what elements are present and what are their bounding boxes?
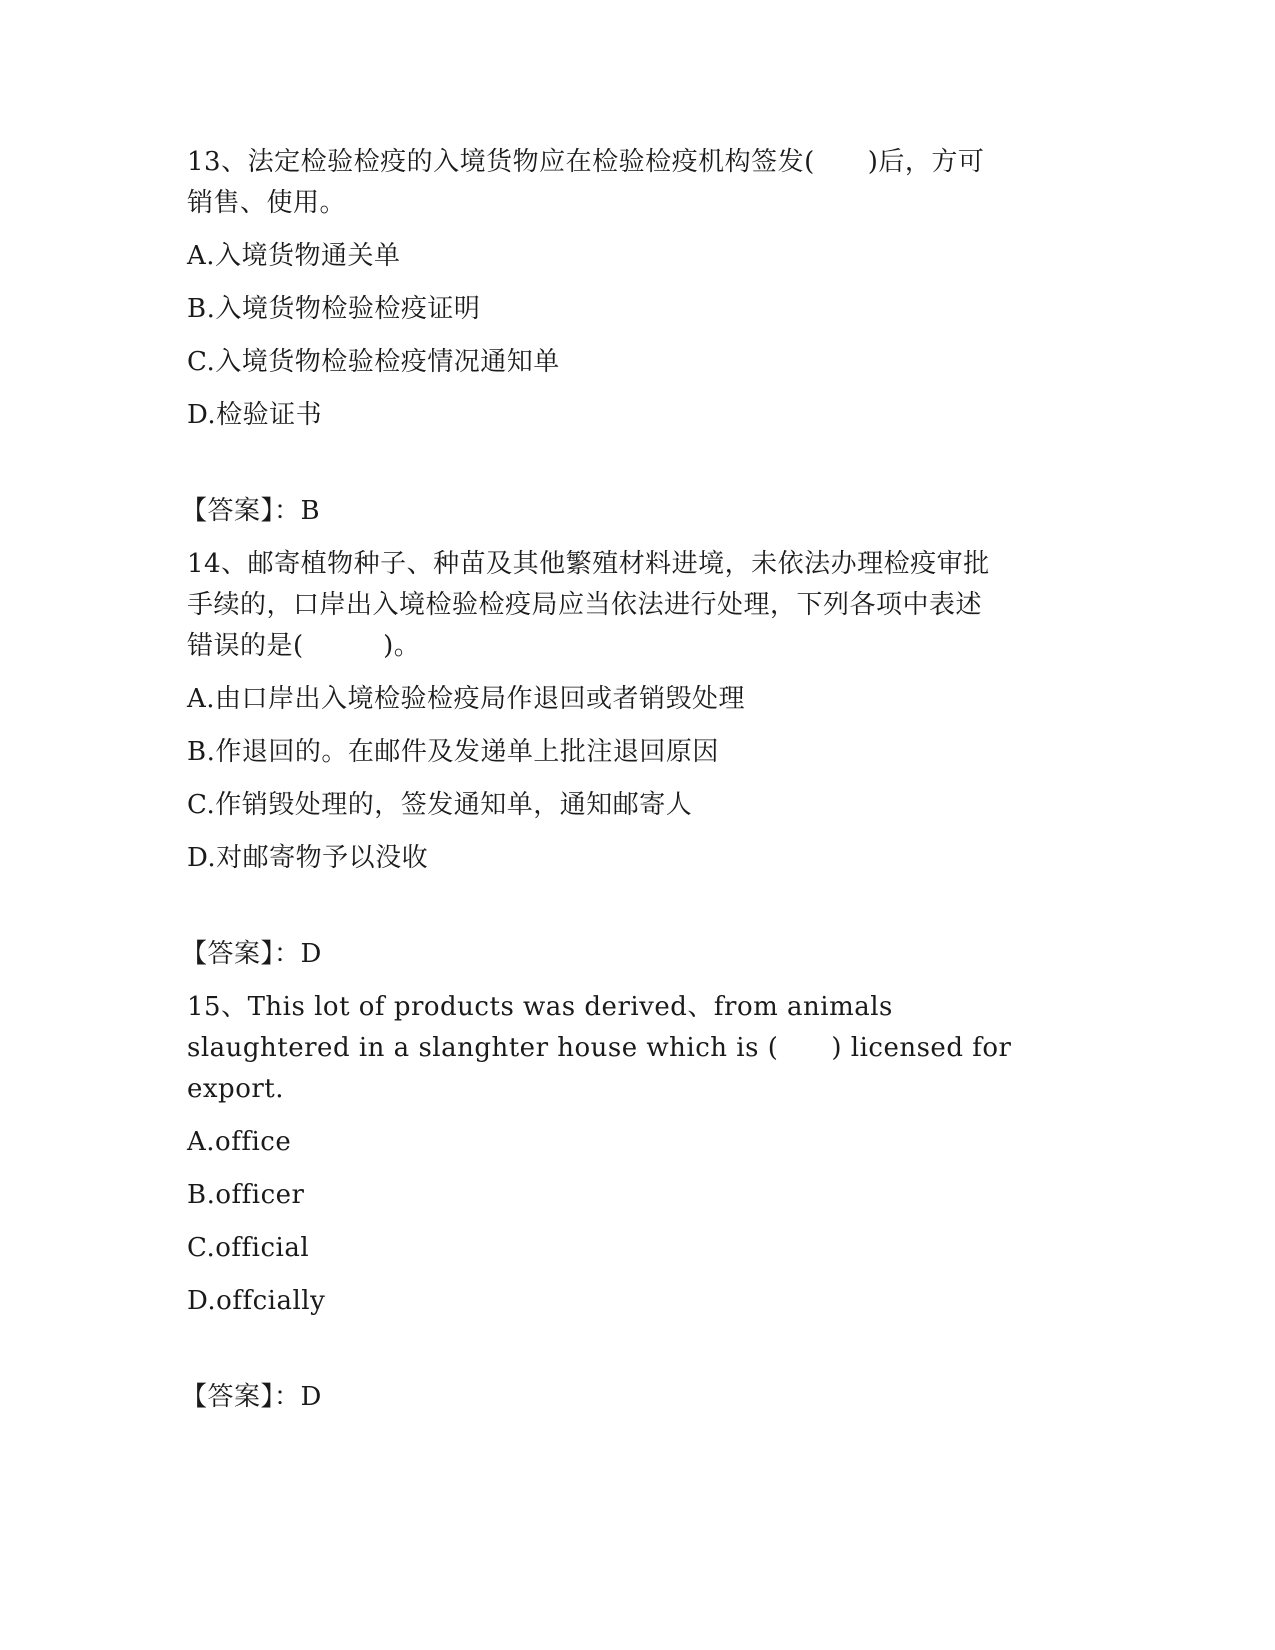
question-14-option-b: B.作退回的。在邮件及发递单上批注退回原因	[187, 737, 719, 767]
question-14-option-d: D.对邮寄物予以没收	[187, 843, 429, 873]
question-15-stem-line-2: slaughtered in a slanghter house which is ( ) licensed for	[187, 1033, 1012, 1063]
question-15-option-b: B.officer	[187, 1180, 305, 1210]
question-13-option-a: A.入境货物通关单	[187, 241, 401, 271]
question-15-stem-line-3: export.	[187, 1074, 284, 1104]
question-13-answer: 【答案】：B	[181, 496, 321, 526]
question-15-option-d: D.offcially	[187, 1286, 326, 1316]
question-14-stem-line-2: 手续的，口岸出入境检验检疫局应当依法进行处理，下列各项中表述	[187, 590, 983, 620]
question-13-option-c: C.入境货物检验检疫情况通知单	[187, 347, 560, 377]
question-15-stem-line-1: 15、This lot of products was derived、from animals	[187, 992, 893, 1022]
question-13-stem-line-1: 13、法定检验检疫的入境货物应在检验检疫机构签发( )后，方可	[187, 147, 985, 177]
question-15-option-a: A.office	[187, 1127, 292, 1157]
question-15-answer: 【答案】：D	[181, 1382, 322, 1412]
question-14-stem-line-3: 错误的是( )。	[187, 631, 421, 661]
question-14-stem-line-1: 14、邮寄植物种子、种苗及其他繁殖材料进境，未依法办理检疫审批	[187, 549, 990, 579]
document-page	[181, 0, 1087, 1650]
question-13-stem-line-2: 销售、使用。	[187, 188, 347, 218]
question-15-option-c: C.official	[187, 1233, 310, 1263]
question-14-option-a: A.由口岸出入境检验检疫局作退回或者销毁处理	[187, 684, 746, 714]
question-13-option-b: B.入境货物检验检疫证明	[187, 294, 481, 324]
question-14-option-c: C.作销毁处理的，签发通知单，通知邮寄人	[187, 790, 693, 820]
question-14-answer: 【答案】：D	[181, 939, 322, 969]
question-13-option-d: D.检验证书	[187, 400, 323, 430]
